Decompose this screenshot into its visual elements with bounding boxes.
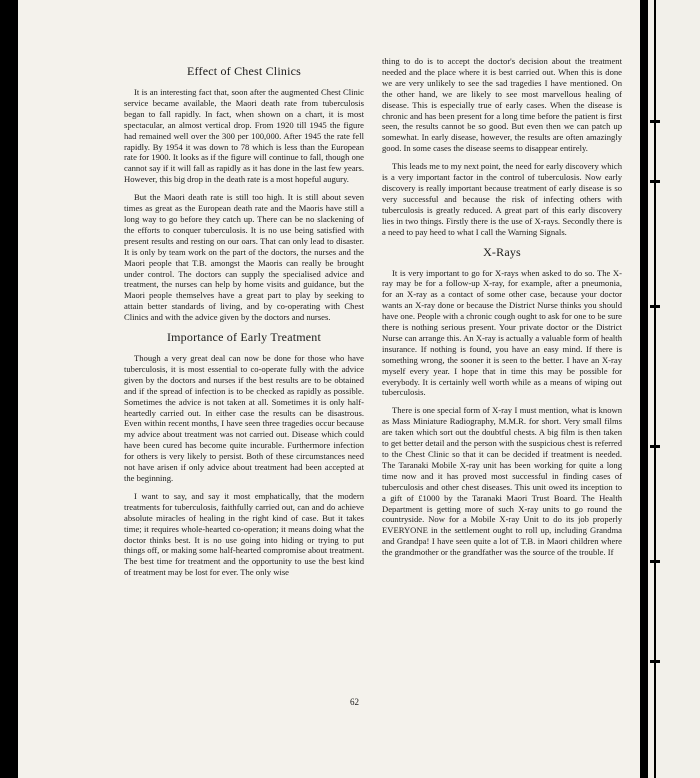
binding-mark (650, 120, 660, 123)
binding-mark (650, 560, 660, 563)
section-heading: Effect of Chest Clinics (186, 64, 302, 78)
binding-mark (650, 660, 660, 663)
paragraph: Though a very great deal can now be done for those who have tuberculosis, it is most essential to co-operate fully with the advice given by the doctors and nurses if the best results are to be obtained and if the spread of infection is to be checked as rapidly as possible. Sometimes the advice is not taken at all. Sometimes it is only half-heartedly carried out. In either case the results can be disastrous. Even within recent months, I have seen three tragedies occur because my advice about treatment was not carried out. Disease which could have been cured has become quite incurable. Furthermore infection for others is very likely to persist. Both of these circumstances need not have arisen if only advice about treatment had been accepted at the beginning. (124, 353, 364, 483)
binding-mark (650, 305, 660, 308)
book-page (18, 0, 640, 778)
page-number: 62 (350, 697, 359, 707)
paragraph: But the Maori death rate is still too high. It is still about seven times as great as the European death rate and the Maoris have still a long way to go before they catch up. There can be no slackening of the efforts to conquer tuberculosis. It is no use being satisfied with present results and resting on our oars. That can only lead to disaster. It is only by team work on the part of the doctors, the nurses and the Maori people that T.B. amongst the Maoris can really be brought under control. The doctors can supply the specialised advice and treatment, the nurses can help by home visits and guidance, but the Maori people themselves have a great part to play by seeking to attain better standards of living, and by co-operating with Chest Clinics and with the advice given by the doctors and nurses. (124, 192, 364, 323)
right-column (382, 56, 622, 565)
paragraph: I want to say, and say it most emphatically, that the modern treatments for tuberculosis, faithfully carried out, can and do achieve absolute miracles of healing in the right kind of case. But it takes time; it requires whole-hearted co-operation; it means doing what the doctor thinks best. It is no use going into hiding or trying to put things off, or making some half-hearted compromise about treatment. The best time for treatment and the opportunity to use the best kind of treatment may be lost for ever. The only wise (124, 490, 364, 578)
section-heading: Importance of Early Treatment (166, 330, 322, 345)
paragraph: It is very important to go for X-rays when asked to do so. The X-ray may be for a follow-up X-ray, for example, after a pneumonia, for an X-ray as a contact of some other case, because your doctor wants an X-ray done or because the District Nurse thinks you should have one. People with a chronic cough ought to ask for one to be sure there is nothing serious present. Your private doctor or the District Nurse can arrange this. An X-ray is actually a valuable form of health insurance. If nothing is found, you have an easy mind. If there is something wrong, the sooner it is seen to the better. I have an X-ray myself every year. I hope that in time this may be possible for everybody. It is certainly well worth while as a means of wiping out tuberculosis. (382, 267, 622, 398)
paragraph: This leads me to my next point, the need for early discovery which is a very important factor in the control of tuberculosis. Now early discovery is really important because treatment of early disease is so very successful and because the risk of infecting others with tuberculosis is greatly reduced. A great part of this early discovery lies in two things. Firstly there is the use of X-rays. Secondly there is a need to pay heed to what I call the Warning Signals. (382, 161, 622, 237)
binding-mark (650, 445, 660, 448)
paragraph: It is an interesting fact that, soon after the augmented Chest Clinic service became available, the Maori death rate from tuberculosis began to fall rapidly. In fact, when shown on a chart, it is most spectacular, an almost vertical drop. From 1920 till 1945 the figure had remained well over the 300 per 100,000. After 1945 the rate fell rapidly. By 1954 it was down to 78 which is less than the European rate for 1900. It looks as if the figure will continue to fall, though one cannot say if it will fall as rapidly as it has done in the last few years. However, this big drop in the death rate is a most hopeful augury. (124, 87, 364, 185)
paragraph: There is one special form of X-ray I must mention, what is known as Mass Miniature Radiography, M.M.R. for short. Very small films are taken which sort out the doubtful chests. A big film is then taken to get better detail and the person with the suspicious chest is referred to the Chest Clinic so that it can be decided if treatment is needed. The Taranaki Mobile X-ray unit has been working for quite a long time now and it has proved most successful in finding cases of tuberculosis and other chest diseases. This unit owed its inception to a gift of £1000 by the Taranaki Maori Trust Board. The Health Department is getting more of such X-ray units to go round the countryside. Now for a Mobile X-ray Unit to do its job properly EVERYONE in the settlement ought to roll up, including Grandma and Grandpa! I have seen quite a lot of T.B. in Maori children where the grandmother or the grandfather was the source of the trouble. If (382, 405, 622, 558)
binding-mark (650, 180, 660, 183)
left-column (124, 58, 364, 585)
section-heading: X-Rays (483, 244, 521, 259)
paragraph: thing to do is to accept the doctor's decision about the treatment needed and the place where it is best carried out. When this is done we are very unlikely to see the sad tragedies I have mentioned. On the other hand, we are likely to see most marvellous healing of disease. This is especially true of early cases. When the disease is chronic and has been present for a long time before the patient is first seen, the results cannot be so good. But even then we can patch up somewhat. In early disease, however, the results are often amazingly good. In some cases the disease seems to disappear entirely. (382, 56, 622, 154)
